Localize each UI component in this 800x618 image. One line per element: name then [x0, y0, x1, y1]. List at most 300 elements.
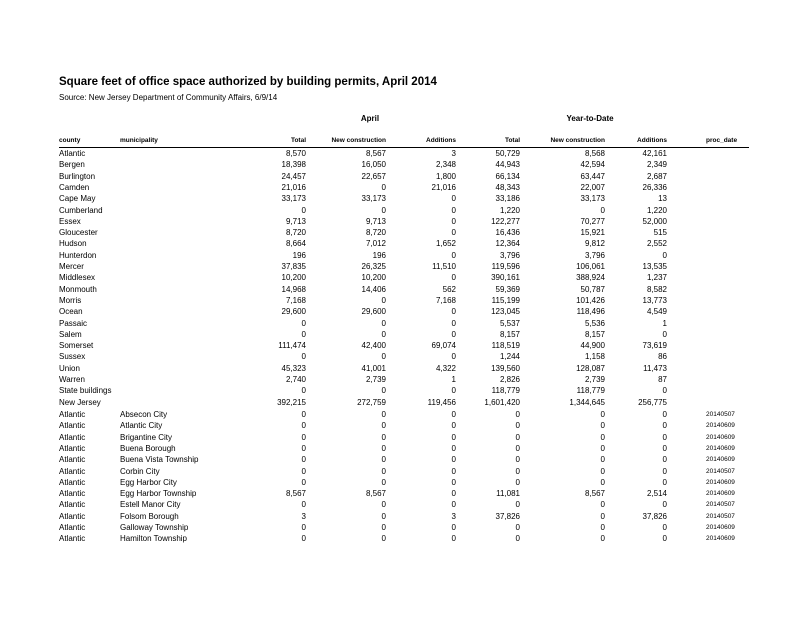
cell-proc-date [706, 295, 756, 306]
cell-total: 8,664 [285, 239, 306, 249]
cell-county: Monmouth [59, 284, 97, 294]
cell-county: Bergen [59, 160, 85, 170]
cell-total: 45,323 [281, 363, 306, 373]
cell-county: Atlantic [59, 410, 86, 419]
cell-ytd-additions: 2,687 [646, 171, 667, 181]
cell-municipality: Galloway Township [120, 523, 189, 532]
cell-total: 33,173 [281, 194, 306, 204]
cell-municipality: Hamilton Township [120, 534, 187, 544]
cell-ytd-total: 12,364 [495, 239, 520, 249]
cell-ytd-new-construction: 1,158 [584, 352, 605, 362]
cell-total: 37,835 [281, 262, 306, 271]
cell-new-construction: 0 [381, 352, 386, 362]
cell-additions: 0 [451, 228, 456, 238]
cell-new-construction: 0 [381, 329, 386, 339]
cell-ytd-new-construction: 0 [600, 205, 605, 215]
cell-ytd-new-construction: 44,900 [580, 341, 605, 351]
cell-ytd-total: 115,199 [491, 295, 520, 305]
cell-proc-date [706, 238, 756, 249]
cell-additions: 0 [451, 352, 456, 362]
cell-ytd-total: 59,369 [495, 284, 520, 294]
cell-municipality [120, 250, 230, 261]
cell-new-construction: 0 [381, 511, 386, 521]
cell-additions: 0 [451, 432, 456, 442]
cell-county: Passaic [59, 318, 88, 328]
group-header-ytd: Year-to-Date [566, 114, 614, 123]
cell-new-construction: 9,713 [365, 216, 386, 226]
cell-municipality [120, 295, 230, 306]
cell-county: Hudson [59, 239, 87, 249]
cell-county: Warren [59, 375, 85, 384]
cell-ytd-total: 0 [515, 455, 520, 465]
cell-municipality: Estell Manor City [120, 500, 181, 510]
cell-additions: 7,168 [435, 295, 456, 305]
report-title: Square feet of office space authorized by building permits, April 2014 [59, 76, 437, 88]
cell-ytd-new-construction: 0 [600, 500, 605, 510]
cell-municipality [120, 340, 230, 351]
cell-municipality [120, 193, 230, 204]
cell-ytd-additions: 0 [662, 432, 667, 442]
cell-county: Somerset [59, 341, 94, 351]
cell-ytd-additions: 2,514 [646, 489, 667, 499]
cell-municipality [120, 171, 230, 182]
cell-county: Atlantic [59, 443, 86, 453]
cell-total: 7,168 [285, 295, 306, 305]
cell-ytd-new-construction: 0 [600, 523, 605, 532]
cell-additions: 2,348 [435, 160, 456, 170]
cell-new-construction: 0 [381, 466, 386, 476]
cell-proc-date: 20140609 [706, 478, 735, 486]
cell-ytd-total: 119,596 [491, 262, 520, 271]
cell-additions: 0 [451, 329, 456, 339]
cell-proc-date [706, 272, 756, 283]
cell-new-construction: 16,050 [361, 160, 386, 170]
cell-new-construction: 29,600 [361, 307, 386, 317]
cell-total: 9,713 [285, 216, 306, 226]
cell-proc-date: 20140507 [706, 467, 735, 475]
cell-county: New Jersey [59, 397, 101, 407]
cell-proc-date: 20140507 [706, 512, 735, 520]
cell-ytd-additions: 0 [662, 250, 667, 260]
cell-additions: 0 [451, 534, 456, 544]
cell-ytd-new-construction: 63,447 [580, 171, 605, 181]
cell-municipality: Folsom Borough [120, 511, 179, 521]
cell-ytd-additions: 11,473 [643, 363, 667, 373]
cell-proc-date [706, 159, 756, 170]
cell-ytd-additions: 0 [662, 410, 667, 419]
cell-county: Atlantic [59, 511, 86, 521]
col-header-proc-date: proc_date [706, 137, 738, 144]
cell-municipality [120, 182, 230, 193]
cell-ytd-new-construction: 15,921 [580, 228, 605, 238]
cell-ytd-additions: 0 [662, 386, 667, 396]
cell-ytd-additions: 0 [662, 421, 667, 431]
cell-additions: 1 [451, 375, 456, 384]
cell-municipality [120, 374, 230, 385]
cell-municipality [120, 205, 230, 216]
col-header-county: county [59, 137, 81, 144]
cell-additions: 3 [451, 149, 456, 158]
cell-proc-date: 20140609 [706, 524, 735, 531]
cell-county: Atlantic [59, 455, 86, 465]
cell-county: Morris [59, 295, 82, 305]
cell-county: Atlantic [59, 500, 86, 510]
cell-ytd-total: 0 [515, 477, 520, 487]
cell-ytd-new-construction: 388,924 [576, 273, 605, 283]
cell-proc-date: 20140507 [706, 411, 735, 418]
cell-new-construction: 0 [381, 410, 386, 419]
cell-county: Sussex [59, 352, 86, 362]
cell-total: 0 [301, 432, 306, 442]
cell-proc-date [706, 306, 756, 317]
cell-ytd-new-construction: 33,173 [580, 194, 605, 204]
cell-ytd-total: 11,081 [496, 489, 520, 499]
cell-total: 29,600 [281, 307, 306, 317]
cell-county: Burlington [59, 171, 96, 181]
cell-ytd-new-construction: 50,787 [580, 284, 605, 294]
cell-total: 18,398 [281, 160, 306, 170]
cell-total: 0 [301, 534, 306, 544]
source-line: Source: New Jersey Department of Community Affairs, 6/9/14 [59, 93, 278, 102]
cell-county: State buildings [59, 386, 112, 396]
cell-new-construction: 8,720 [365, 228, 386, 238]
cell-additions: 0 [451, 410, 456, 419]
cell-ytd-new-construction: 0 [600, 432, 605, 442]
cell-new-construction: 196 [372, 250, 386, 260]
cell-ytd-total: 0 [515, 421, 520, 431]
cell-ytd-new-construction: 5,536 [584, 318, 605, 328]
cell-municipality [120, 216, 230, 227]
cell-municipality [120, 318, 230, 329]
cell-new-construction: 2,739 [365, 375, 386, 384]
cell-additions: 0 [451, 205, 456, 215]
cell-new-construction: 7,012 [365, 239, 386, 249]
cell-additions: 1,652 [435, 239, 456, 249]
cell-county: Atlantic [59, 534, 86, 544]
cell-county: Middlesex [59, 273, 96, 283]
cell-total: 10,200 [281, 273, 306, 283]
cell-new-construction: 0 [381, 318, 386, 328]
cell-proc-date [706, 205, 756, 216]
cell-ytd-additions: 13,535 [642, 262, 667, 271]
cell-ytd-new-construction: 3,796 [584, 250, 605, 260]
cell-total: 14,968 [281, 284, 306, 294]
cell-new-construction: 0 [381, 295, 386, 305]
cell-proc-date: 20140609 [706, 422, 735, 430]
cell-ytd-new-construction: 0 [600, 534, 605, 544]
cell-ytd-additions: 52,000 [642, 216, 667, 226]
cell-ytd-total: 0 [515, 500, 520, 510]
cell-total: 0 [301, 318, 306, 328]
cell-additions: 4,322 [435, 363, 456, 373]
cell-ytd-new-construction: 70,277 [580, 216, 605, 226]
cell-ytd-additions: 0 [662, 466, 667, 476]
cell-ytd-additions: 0 [662, 455, 667, 465]
cell-total: 0 [301, 466, 306, 476]
cell-municipality [120, 363, 230, 374]
cell-ytd-additions: 0 [662, 477, 667, 487]
cell-municipality [120, 397, 230, 408]
cell-proc-date [706, 261, 756, 272]
cell-ytd-new-construction: 118,779 [576, 386, 605, 396]
cell-proc-date [706, 171, 756, 182]
cell-total: 0 [301, 443, 306, 453]
cell-proc-date [706, 148, 756, 159]
cell-ytd-additions: 13 [658, 194, 667, 204]
cell-county: Atlantic [59, 466, 86, 476]
cell-ytd-total: 44,943 [495, 160, 520, 170]
cell-total: 21,016 [281, 182, 306, 192]
cell-county: Salem [59, 329, 82, 339]
cell-proc-date [706, 318, 756, 329]
cell-county: Atlantic [59, 149, 86, 158]
cell-ytd-new-construction: 118,496 [576, 307, 605, 317]
cell-new-construction: 42,400 [361, 341, 386, 351]
cell-ytd-new-construction: 8,157 [584, 329, 605, 339]
cell-total: 0 [301, 386, 306, 396]
group-header-april: April [360, 114, 380, 123]
cell-municipality [120, 306, 230, 317]
cell-ytd-new-construction: 0 [600, 410, 605, 419]
cell-total: 0 [301, 421, 306, 431]
cell-total: 0 [301, 523, 306, 532]
cell-proc-date: 20140609 [706, 535, 735, 543]
cell-new-construction: 26,325 [361, 262, 386, 271]
cell-total: 0 [301, 455, 306, 465]
cell-new-construction: 0 [381, 205, 386, 215]
cell-proc-date [706, 284, 756, 295]
col-header-additions: Additions [426, 137, 456, 144]
cell-municipality: Atlantic City [120, 421, 163, 431]
cell-ytd-total: 0 [515, 534, 520, 544]
cell-new-construction: 8,567 [365, 149, 386, 158]
cell-proc-date [706, 340, 756, 351]
cell-additions: 0 [451, 455, 456, 465]
cell-proc-date [706, 351, 756, 362]
cell-ytd-total: 0 [515, 410, 520, 419]
cell-ytd-new-construction: 1,344,645 [569, 397, 605, 407]
cell-total: 8,570 [285, 149, 306, 158]
cell-proc-date: 20140609 [706, 456, 735, 464]
cell-additions: 562 [442, 284, 456, 294]
cell-ytd-new-construction: 0 [600, 443, 605, 453]
cell-additions: 0 [451, 386, 456, 396]
cell-municipality [120, 238, 230, 249]
cell-ytd-additions: 37,826 [642, 511, 667, 521]
cell-ytd-total: 1,601,420 [484, 397, 520, 407]
cell-total: 196 [292, 250, 306, 260]
cell-municipality: Buena Vista Township [120, 455, 199, 465]
cell-ytd-total: 118,779 [491, 386, 520, 396]
cell-ytd-additions: 13,773 [642, 295, 667, 305]
cell-county: Hunterdon [59, 250, 97, 260]
cell-ytd-new-construction: 128,087 [576, 363, 605, 373]
cell-municipality [120, 227, 230, 238]
cell-total: 8,720 [285, 228, 306, 238]
cell-proc-date [706, 385, 756, 396]
cell-ytd-total: 1,220 [499, 205, 520, 215]
cell-ytd-additions: 2,349 [646, 160, 667, 170]
cell-municipality [120, 284, 230, 295]
cell-ytd-new-construction: 0 [600, 455, 605, 465]
cell-ytd-additions: 87 [658, 375, 667, 384]
cell-ytd-total: 2,826 [499, 375, 520, 384]
cell-proc-date: 20140609 [706, 433, 735, 441]
cell-new-construction: 0 [381, 477, 386, 487]
cell-ytd-additions: 26,336 [642, 182, 667, 192]
col-header-ytd-additions: Additions [637, 137, 667, 144]
cell-ytd-new-construction: 101,426 [576, 295, 605, 305]
cell-municipality [120, 272, 230, 283]
cell-county: Camden [59, 182, 90, 192]
cell-ytd-additions: 73,619 [642, 341, 667, 351]
cell-municipality [120, 261, 230, 272]
cell-total: 24,457 [281, 171, 306, 181]
cell-additions: 0 [451, 489, 456, 499]
cell-new-construction: 0 [381, 421, 386, 431]
cell-ytd-total: 1,244 [499, 352, 520, 362]
cell-proc-date [706, 397, 756, 408]
cell-ytd-total: 0 [515, 466, 520, 476]
cell-proc-date [706, 250, 756, 261]
cell-ytd-additions: 0 [662, 500, 667, 510]
cell-ytd-total: 3,796 [499, 250, 520, 260]
cell-new-construction: 0 [381, 534, 386, 544]
col-header-total: Total [290, 137, 306, 144]
cell-total: 0 [301, 477, 306, 487]
cell-ytd-additions: 8,582 [646, 284, 667, 294]
cell-additions: 0 [451, 307, 456, 317]
cell-municipality [120, 329, 230, 340]
cell-new-construction: 0 [381, 182, 386, 192]
cell-ytd-additions: 0 [662, 329, 667, 339]
cell-ytd-total: 0 [515, 432, 520, 442]
cell-new-construction: 0 [381, 500, 386, 510]
cell-new-construction: 33,173 [361, 194, 386, 204]
cell-ytd-additions: 515 [653, 228, 667, 238]
cell-ytd-total: 139,560 [491, 363, 520, 373]
cell-municipality: Egg Harbor Township [120, 489, 197, 499]
cell-new-construction: 0 [381, 386, 386, 396]
cell-ytd-new-construction: 22,007 [580, 182, 605, 192]
cell-additions: 0 [451, 194, 456, 204]
cell-additions: 0 [451, 250, 456, 260]
cell-municipality [120, 148, 230, 159]
cell-total: 3 [301, 511, 306, 521]
cell-county: Gloucester [59, 228, 98, 238]
cell-county: Atlantic [59, 432, 86, 442]
cell-new-construction: 10,200 [361, 273, 386, 283]
cell-ytd-new-construction: 0 [600, 477, 605, 487]
cell-ytd-total: 118,519 [491, 341, 520, 351]
cell-ytd-new-construction: 0 [600, 421, 605, 431]
cell-proc-date [706, 227, 756, 238]
cell-ytd-additions: 1,220 [646, 205, 667, 215]
cell-additions: 0 [451, 216, 456, 226]
cell-ytd-new-construction: 0 [600, 511, 605, 521]
cell-ytd-total: 390,161 [491, 273, 520, 283]
cell-county: Union [59, 363, 80, 373]
cell-municipality [120, 385, 230, 396]
cell-total: 111,474 [278, 341, 306, 351]
cell-proc-date [706, 374, 756, 385]
cell-ytd-total: 66,134 [495, 171, 520, 181]
cell-additions: 0 [451, 273, 456, 283]
cell-total: 0 [301, 205, 306, 215]
cell-proc-date [706, 363, 756, 374]
cell-ytd-additions: 2,552 [646, 239, 667, 249]
col-header-municipality: municipality [120, 137, 158, 144]
cell-county: Atlantic [59, 489, 86, 499]
cell-additions: 0 [451, 443, 456, 453]
cell-additions: 0 [451, 466, 456, 476]
cell-municipality [120, 351, 230, 362]
cell-county: Cape May [59, 194, 96, 204]
cell-county: Mercer [59, 262, 84, 271]
cell-ytd-additions: 42,161 [642, 149, 667, 158]
cell-proc-date [706, 216, 756, 227]
cell-municipality: Corbin City [120, 466, 160, 476]
cell-additions: 21,016 [431, 182, 456, 192]
cell-ytd-total: 5,537 [499, 318, 520, 328]
cell-proc-date: 20140507 [706, 501, 735, 509]
cell-total: 0 [301, 329, 306, 339]
cell-ytd-new-construction: 9,812 [584, 239, 605, 249]
cell-municipality: Absecon City [120, 410, 168, 419]
col-header-ytd-new-construction: New construction [550, 137, 605, 144]
cell-ytd-new-construction: 2,739 [584, 375, 605, 384]
cell-ytd-total: 8,157 [499, 329, 520, 339]
cell-ytd-total: 123,045 [491, 307, 520, 317]
cell-ytd-total: 37,826 [495, 511, 520, 521]
cell-total: 0 [301, 352, 306, 362]
col-header-ytd-total: Total [504, 137, 520, 144]
cell-total: 0 [301, 410, 306, 419]
cell-ytd-new-construction: 42,594 [580, 160, 605, 170]
cell-additions: 69,074 [431, 341, 456, 351]
cell-ytd-total: 48,343 [495, 182, 520, 192]
cell-additions: 3 [451, 511, 456, 521]
cell-new-construction: 0 [381, 455, 386, 465]
cell-ytd-new-construction: 8,567 [584, 489, 605, 499]
col-header-new-construction: New construction [331, 137, 386, 144]
cell-ytd-total: 16,436 [495, 228, 520, 238]
cell-ytd-new-construction: 8,568 [584, 149, 605, 158]
cell-ytd-total: 0 [515, 523, 520, 532]
cell-county: Cumberland [59, 205, 103, 215]
cell-additions: 0 [451, 477, 456, 487]
cell-ytd-additions: 4,549 [646, 307, 667, 317]
cell-ytd-additions: 0 [662, 443, 667, 453]
cell-ytd-total: 0 [515, 443, 520, 453]
cell-additions: 0 [451, 318, 456, 328]
cell-additions: 1,800 [435, 171, 456, 181]
cell-new-construction: 22,657 [361, 171, 386, 181]
cell-municipality: Brigantine City [120, 432, 173, 442]
cell-proc-date [706, 182, 756, 193]
cell-ytd-total: 50,729 [495, 149, 520, 158]
cell-municipality [120, 159, 230, 170]
cell-total: 2,740 [285, 375, 306, 384]
cell-additions: 0 [451, 500, 456, 510]
cell-additions: 11,510 [432, 262, 456, 271]
cell-county: Atlantic [59, 523, 86, 532]
cell-county: Atlantic [59, 421, 86, 431]
cell-additions: 0 [451, 421, 456, 431]
cell-proc-date [706, 193, 756, 204]
cell-new-construction: 0 [381, 443, 386, 453]
cell-new-construction: 14,406 [361, 284, 386, 294]
